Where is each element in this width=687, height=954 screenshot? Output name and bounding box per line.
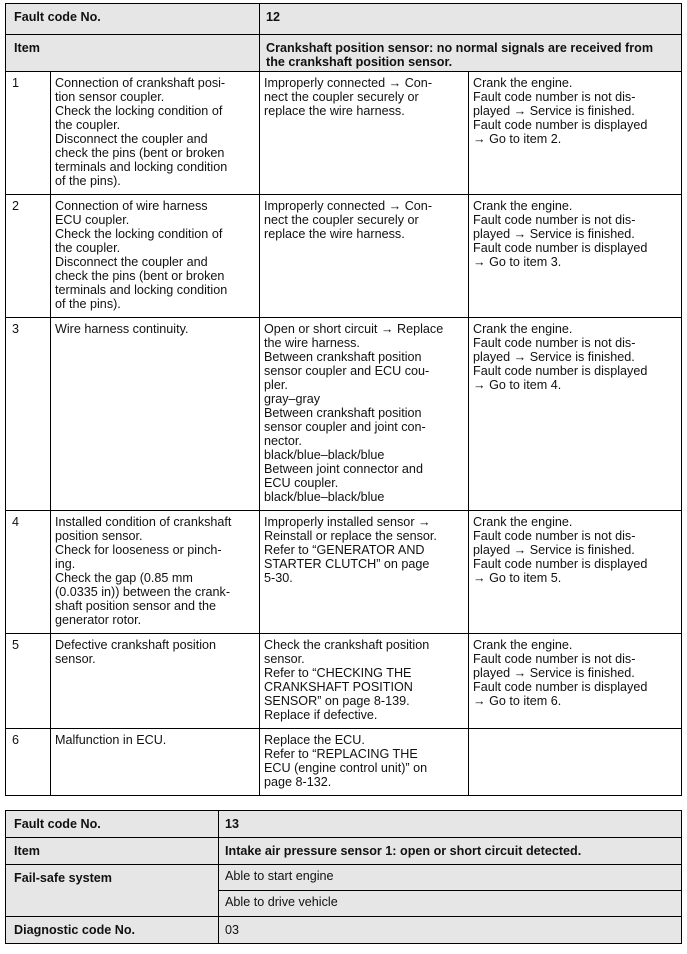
confirmation-line: Fault code number is displayed (473, 557, 648, 571)
probable-cause-line: position sensor. (55, 529, 143, 543)
item-row (6, 35, 682, 72)
fault-code-12-table (5, 3, 682, 796)
confirmation-line: Crank the engine. (473, 76, 573, 90)
probable-cause-line: check the pins (bent or broken (55, 269, 225, 283)
probable-cause-line: of the pins). (55, 297, 121, 311)
maintenance-job-line: Improperly connected → Con- (264, 76, 433, 90)
maintenance-job-line: Reinstall or replace the sensor. (264, 529, 437, 543)
confirmation-line: → Go to item 5. (473, 571, 562, 585)
item-description: Intake air pressure sensor 1: open or short circuit detected. (219, 838, 682, 865)
maintenance-job-cell (260, 511, 469, 634)
maintenance-job-cell (260, 634, 469, 729)
maintenance-job-line: CRANKSHAFT POSITION (264, 680, 413, 694)
confirmation-line: played → Service is finished. (473, 666, 635, 680)
probable-cause-cell (51, 634, 260, 729)
confirmation-line: Crank the engine. (473, 199, 573, 213)
probable-cause-line: terminals and locking condition (55, 283, 228, 297)
check-row (6, 634, 682, 729)
diagnostic-code-label: Diagnostic code No. (6, 917, 219, 944)
maintenance-job-cell (260, 195, 469, 318)
probable-cause-cell (51, 318, 260, 511)
probable-cause-line: ing. (55, 557, 76, 571)
confirmation-line: Crank the engine. (473, 638, 573, 652)
check-row (6, 318, 682, 511)
maintenance-job-line: Refer to “GENERATOR AND (264, 543, 425, 557)
maintenance-job-line: ECU (engine control unit)” on (264, 761, 428, 775)
maintenance-job-cell (260, 318, 469, 511)
confirmation-line: Fault code number is not dis- (473, 213, 636, 227)
fail-safe-value: Able to start engine (225, 869, 334, 883)
maintenance-job-line: Replace if defective. (264, 708, 378, 722)
check-number: 5 (6, 634, 51, 729)
check-row (6, 729, 682, 796)
maintenance-job-line: gray–gray (264, 392, 321, 406)
maintenance-job-line: page 8-132. (264, 775, 332, 789)
confirmation-line: Crank the engine. (473, 322, 573, 336)
confirmation-line: → Go to item 3. (473, 255, 562, 269)
probable-cause-line: Check for looseness or pinch- (55, 543, 222, 557)
maintenance-job-line: pler. (264, 378, 288, 392)
maintenance-job-line: SENSOR” on page 8-139. (264, 694, 410, 708)
maintenance-job-line: STARTER CLUTCH” on page (264, 557, 430, 571)
probable-cause-line: shaft position sensor and the (55, 599, 217, 613)
fault-code-row (6, 4, 682, 35)
confirmation-line: → Go to item 4. (473, 378, 562, 392)
probable-cause-line: Wire harness continuity. (55, 322, 189, 336)
maintenance-job-line: the wire harness. (264, 336, 360, 350)
check-number: 3 (6, 318, 51, 511)
probable-cause-line: Malfunction in ECU. (55, 733, 167, 747)
maintenance-job-line: nect the coupler securely or (264, 213, 419, 227)
fault-code-13-table (5, 810, 682, 944)
probable-cause-line: the coupler. (55, 118, 121, 132)
confirmation-line: Fault code number is not dis- (473, 90, 636, 104)
maintenance-job-line: sensor. (264, 652, 305, 666)
probable-cause-line: (0.0335 in)) between the crank- (55, 585, 231, 599)
item-label: Item (6, 838, 219, 865)
probable-cause-cell (51, 72, 260, 195)
confirmation-cell (469, 729, 682, 796)
item-description-line: the crankshaft position sensor. (266, 55, 453, 69)
confirmation-cell (469, 72, 682, 195)
maintenance-job-line: Refer to “REPLACING THE (264, 747, 418, 761)
maintenance-job-line: Replace the ECU. (264, 733, 365, 747)
confirmation-cell (469, 511, 682, 634)
confirmation-line: Fault code number is not dis- (473, 336, 636, 350)
maintenance-job-cell (260, 72, 469, 195)
fail-safe-value: Able to drive vehicle (219, 890, 681, 916)
confirmation-line: Fault code number is displayed (473, 118, 648, 132)
maintenance-job-line: Check the crankshaft position (264, 638, 430, 652)
maintenance-job-line: replace the wire harness. (264, 227, 405, 241)
probable-cause-line: Check the locking condition of (55, 104, 223, 118)
maintenance-job-line: nect the coupler securely or (264, 90, 419, 104)
maintenance-job-line: Improperly installed sensor → (264, 515, 431, 529)
probable-cause-line: generator rotor. (55, 613, 142, 627)
check-row (6, 511, 682, 634)
confirmation-line: played → Service is finished. (473, 543, 635, 557)
service-manual-page (5, 3, 681, 944)
fault-code-value: 13 (219, 811, 682, 838)
maintenance-job-line: sensor coupler and ECU cou- (264, 364, 430, 378)
maintenance-job-line: Between crankshaft position (264, 350, 422, 364)
probable-cause-line: Defective crankshaft position (55, 638, 217, 652)
confirmation-cell (469, 195, 682, 318)
check-rows (6, 72, 682, 796)
check-row (6, 195, 682, 318)
maintenance-job-line: 5-30. (264, 571, 293, 585)
confirmation-line: Fault code number is displayed (473, 241, 648, 255)
confirmation-line: Fault code number is not dis- (473, 529, 636, 543)
confirmation-line: → Go to item 2. (473, 132, 562, 146)
probable-cause-line: Check the gap (0.85 mm (55, 571, 193, 585)
maintenance-job-line: replace the wire harness. (264, 104, 405, 118)
probable-cause-line: Installed condition of crankshaft (55, 515, 232, 529)
check-row (6, 72, 682, 195)
maintenance-job-line: sensor coupler and joint con- (264, 420, 426, 434)
probable-cause-cell (51, 195, 260, 318)
check-number: 4 (6, 511, 51, 634)
maintenance-job-cell (260, 729, 469, 796)
diagnostic-code-value: 03 (219, 917, 682, 944)
probable-cause-line: ECU coupler. (55, 213, 130, 227)
maintenance-job-line: Open or short circuit → Replace (264, 322, 444, 336)
maintenance-job-line: Refer to “CHECKING THE (264, 666, 412, 680)
confirmation-cell (469, 634, 682, 729)
item-description (260, 35, 682, 72)
fault-code-value: 12 (260, 4, 682, 35)
confirmation-line: Crank the engine. (473, 515, 573, 529)
maintenance-job-line: nector. (264, 434, 302, 448)
confirmation-line: played → Service is finished. (473, 350, 635, 364)
probable-cause-line: Check the locking condition of (55, 227, 223, 241)
fail-safe-values (219, 865, 682, 917)
check-number: 6 (6, 729, 51, 796)
confirmation-line: Fault code number is displayed (473, 364, 648, 378)
probable-cause-line: of the pins). (55, 174, 121, 188)
probable-cause-line: terminals and locking condition (55, 160, 228, 174)
confirmation-line: played → Service is finished. (473, 227, 635, 241)
probable-cause-line: Connection of wire harness (55, 199, 208, 213)
probable-cause-cell (51, 511, 260, 634)
item-description-line: Crankshaft position sensor: no normal signals are received from (266, 41, 654, 55)
probable-cause-line: Disconnect the coupler and (55, 255, 208, 269)
probable-cause-line: the coupler. (55, 241, 121, 255)
probable-cause-line: Disconnect the coupler and (55, 132, 208, 146)
probable-cause-line: tion sensor coupler. (55, 90, 165, 104)
maintenance-job-line: black/blue–black/blue (264, 448, 385, 462)
confirmation-cell (469, 318, 682, 511)
item-label: Item (6, 35, 260, 72)
check-number: 1 (6, 72, 51, 195)
maintenance-job-line: Improperly connected → Con- (264, 199, 433, 213)
check-number: 2 (6, 195, 51, 318)
maintenance-job-line: ECU coupler. (264, 476, 339, 490)
probable-cause-cell (51, 729, 260, 796)
confirmation-line: played → Service is finished. (473, 104, 635, 118)
confirmation-line: → Go to item 6. (473, 694, 562, 708)
fault-code-label: Fault code No. (6, 4, 260, 35)
maintenance-job-line: Between joint connector and (264, 462, 423, 476)
confirmation-line: Fault code number is displayed (473, 680, 648, 694)
probable-cause-line: Connection of crankshaft posi- (55, 76, 226, 90)
fault-code-label: Fault code No. (6, 811, 219, 838)
maintenance-job-line: black/blue–black/blue (264, 490, 385, 504)
maintenance-job-line: Between crankshaft position (264, 406, 422, 420)
probable-cause-line: check the pins (bent or broken (55, 146, 225, 160)
probable-cause-line: sensor. (55, 652, 96, 666)
fail-safe-label: Fail-safe system (6, 865, 219, 917)
confirmation-line: Fault code number is not dis- (473, 652, 636, 666)
